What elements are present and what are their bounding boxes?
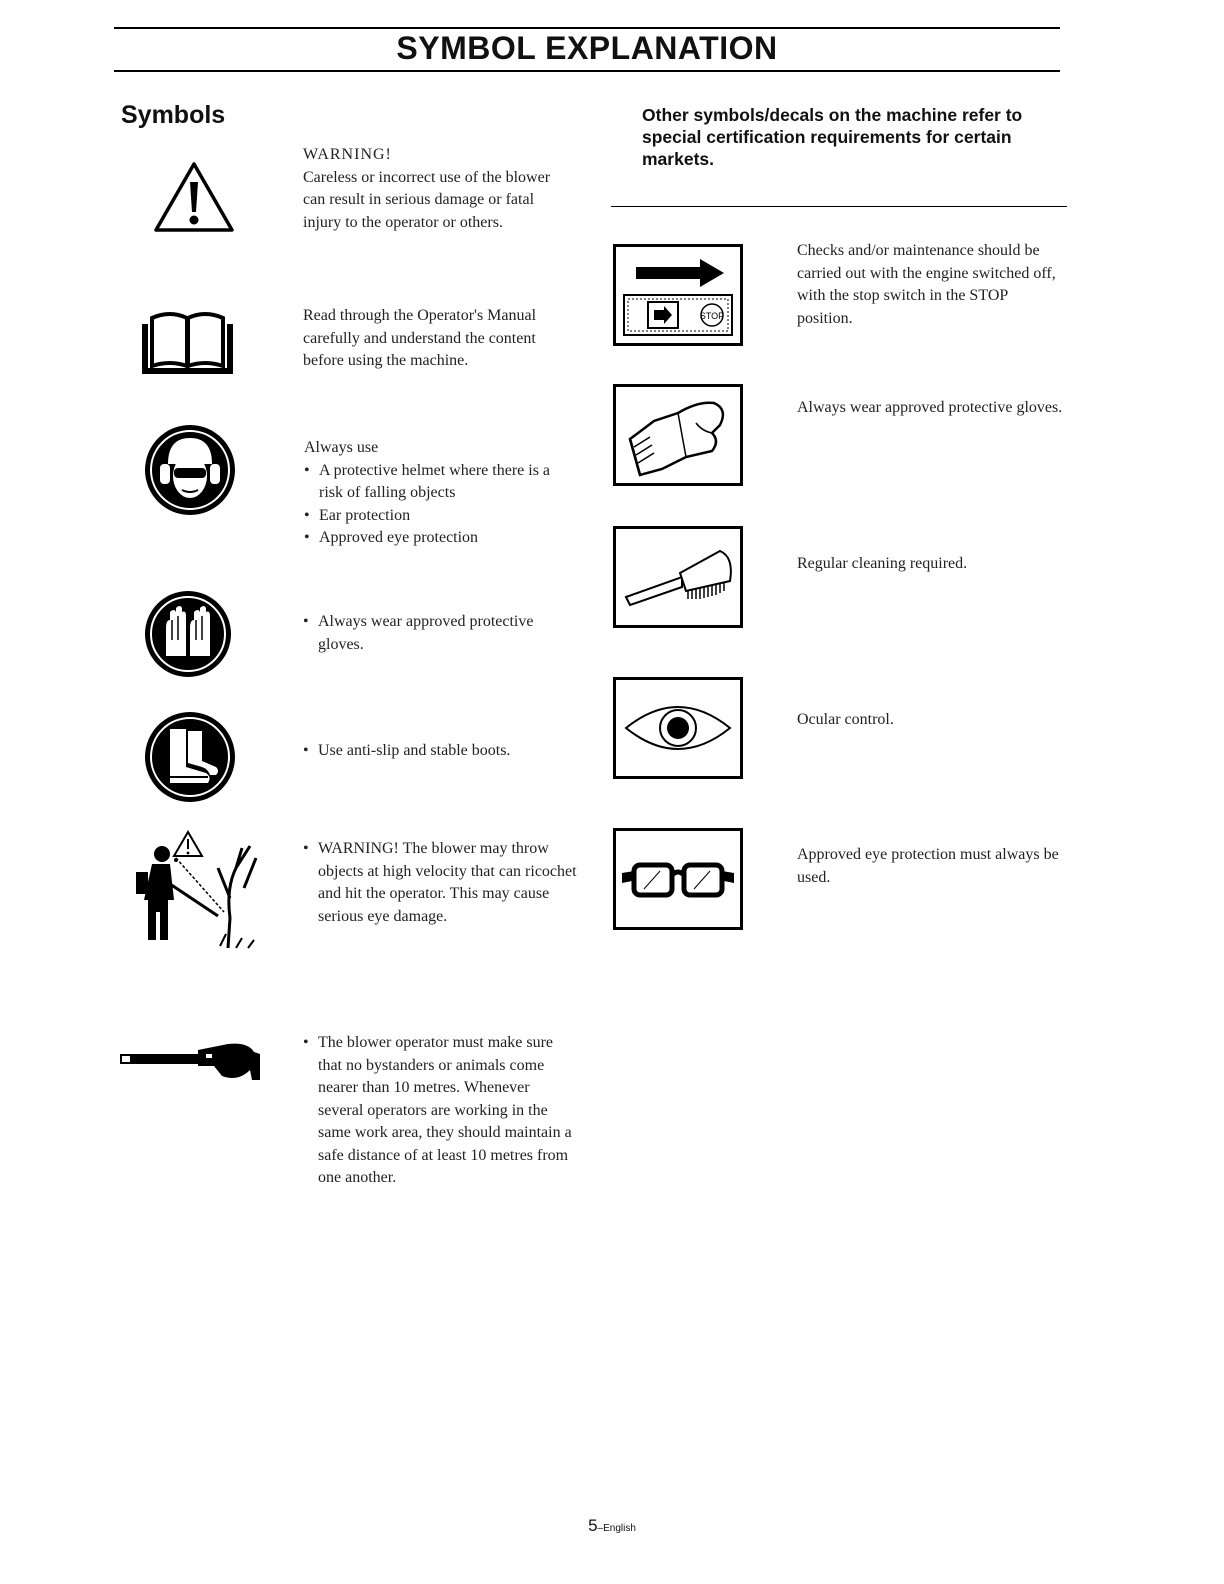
gloves-bullet: • Always wear approved protective gloves. — [303, 611, 575, 656]
ricochet-warning-icon — [118, 828, 263, 952]
helmet-ear-eye-protection-icon — [144, 424, 236, 516]
page-language: English — [603, 1523, 636, 1534]
footer-separator: – — [597, 1523, 604, 1534]
safety-glasses-icon — [613, 828, 743, 930]
safety-distance-text — [303, 1032, 573, 1190]
page-number: 5 — [588, 1516, 598, 1535]
stop-switch-icon — [613, 244, 743, 346]
cleaning-brush-icon — [613, 526, 743, 628]
eye-protection-bullet: • Approved eye protection — [304, 527, 576, 550]
ricochet-bullet: • WARNING! The blower may throw objects at high velocity that can ricochet and hit the operator. This may cause serious eye damage. — [303, 838, 578, 928]
ricochet-text — [303, 838, 578, 928]
boots-bullet: • Use anti-slip and stable boots. — [303, 740, 575, 763]
protection-text — [304, 437, 576, 550]
ocular-text: Ocular control. — [797, 711, 894, 728]
boots-text — [303, 740, 575, 763]
safety-distance-bullet: • The blower operator must make sure that no bystanders or animals come nearer than 10 metres. Whenever several operators are working in the same work area, they should maintain a safe distance of at least 10 metres from one another. — [303, 1032, 573, 1190]
warning-description: Careless or incorrect use of the blower can result in serious damage or fatal injury to the operator or others. — [303, 168, 551, 231]
warning-triangle-icon — [152, 160, 236, 234]
operators-manual-icon — [140, 310, 235, 376]
page-title: SYMBOL EXPLANATION — [396, 30, 778, 66]
cleaning-text: Regular cleaning required. — [797, 555, 968, 572]
eye-protection-text: Approved eye protection must always be used. — [797, 846, 1059, 886]
title-underline — [114, 70, 1060, 72]
stop-label: STOP — [699, 311, 725, 321]
gloves-text — [303, 611, 575, 656]
page-footer — [0, 1516, 1224, 1536]
blower-safety-distance-icon — [118, 1036, 268, 1084]
ear-protection-bullet: • Ear protection — [304, 505, 576, 528]
warning-label: WARNING! — [303, 146, 392, 163]
warning-text — [303, 144, 573, 234]
protection-intro: Always use — [304, 439, 379, 456]
protective-gloves-icon — [144, 590, 232, 678]
right-divider — [611, 206, 1067, 207]
glove-icon — [613, 384, 743, 486]
other-symbols-heading: Other symbols/decals on the machine refer to special certification requirements for certain markets. — [642, 105, 1023, 169]
glove-text: Always wear approved protective gloves. — [797, 399, 1063, 416]
stop-switch-text: Checks and/or maintenance should be carried out with the engine switched off, with the stop switch in the STOP position. — [797, 242, 1056, 327]
section-title: Symbols — [121, 101, 226, 129]
boots-icon — [144, 711, 236, 803]
helmet-bullet: • A protective helmet where there is a risk of falling objects — [304, 460, 576, 505]
manual-text: Read through the Operator's Manual carefully and understand the content before using the machine. — [303, 307, 537, 369]
eye-icon — [613, 677, 743, 779]
top-rule — [114, 27, 1060, 29]
